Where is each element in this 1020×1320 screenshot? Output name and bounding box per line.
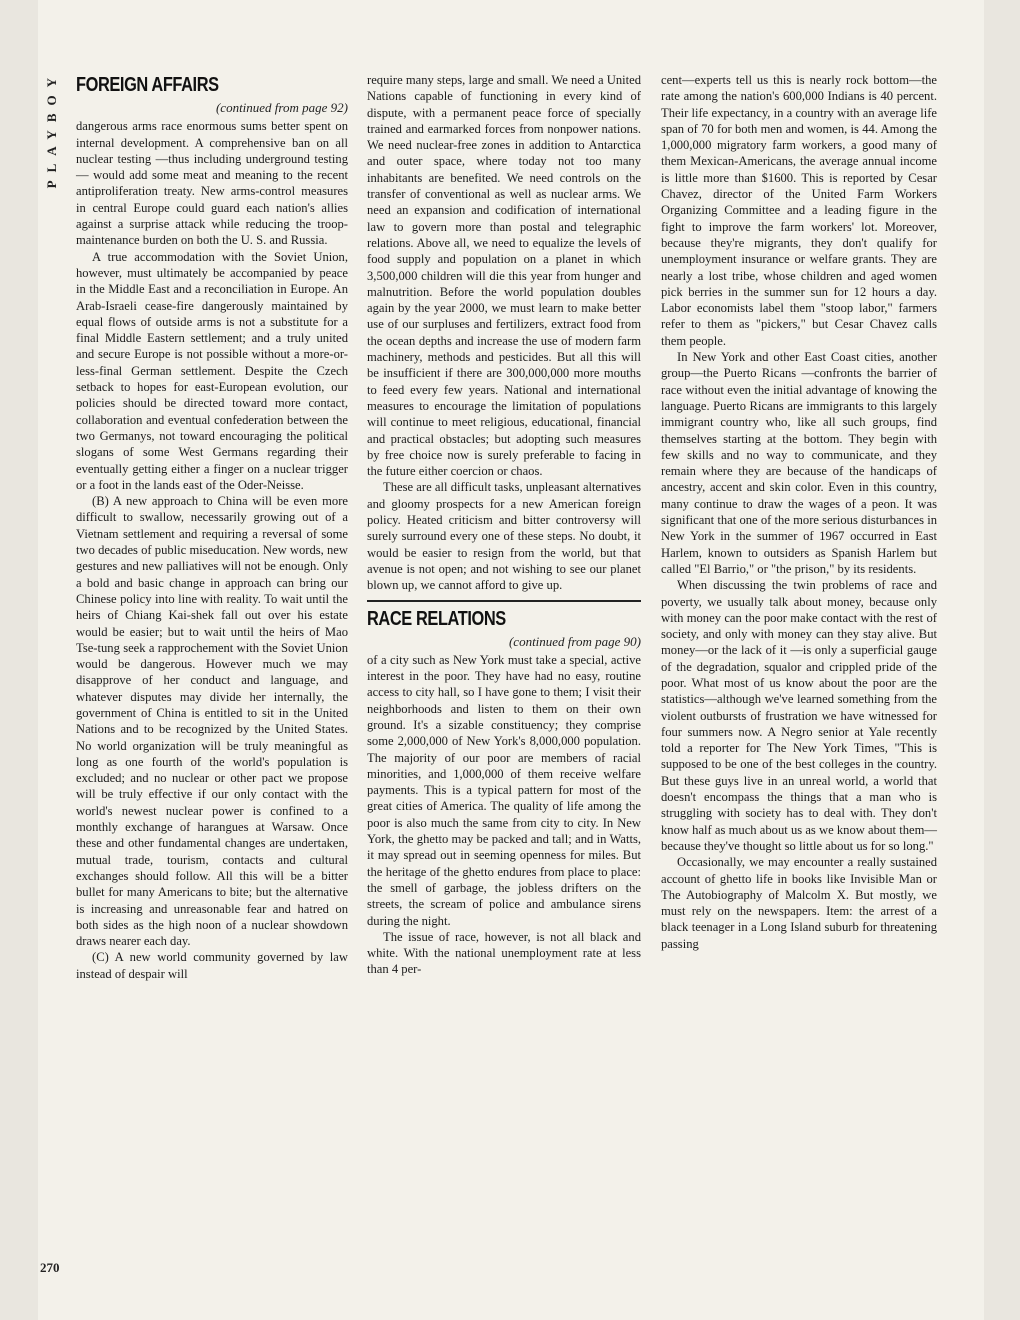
continued-note: (continued from page 90) — [508, 633, 641, 649]
paragraph: The issue of race, however, is not all black and white. With the national unemployment rate at less than 4 per- — [367, 929, 641, 977]
section-divider — [367, 600, 641, 602]
continued-note: (continued from page 92) — [215, 100, 348, 115]
magazine-side-label: PLAYBOY — [44, 70, 59, 189]
paragraph: These are all difficult tasks, unpleasant alternatives and gloomy prospects for a new American foreign policy. Heated criticism and bitter controversy will surely surround every one of these steps. No doubt, it would be easier to resign from the world, but that avenue is not open; and not wishing to see our planet blown up, we cannot afford to give up. — [367, 480, 641, 593]
column-3 — [661, 72, 937, 1287]
paragraph: Occasionally, we may encounter a really sustained account of ghetto life in books like Invisible Man or The Autobiography of Malcolm X. But mostly, we must rely on the newspapers. Item: the arrest of a black teenager in a Long Island suburb for threatening passing — [661, 855, 937, 951]
paragraph: require many steps, large and small. We need a United Nations capable of functioning in every kind of dispute, with a permanent peace force of specially trained and earmarked forces from nonpower nations. We need nuclear-free zones in addition to Antarctica and outer space, where today not too many inhabitants are benefited. We need controls on the transfer of conventional as well as nuclear arms. We need an expansion and codification of international law to govern more than postal and telegraphic relations. Above all, we need to equalize the levels of food supply and population on a planet in which 3,500,000 children will die this year from hunger and malnutrition. Before the world population doubles again by the year 2000, we must learn to make better use of our surpluses and fertilizers, extract food from the ocean depths and increase the use of modern farm machinery, methods and pesticides. But all this will be insufficient if there are 300,000,000 more mouths to feed every few years. National and international measures to encourage the limitation of populations will continue to meet religious, educational, financial and practical obstacles; but adopting such measures by free choice now is surely preferable to facing in the future either coercion or chaos. — [367, 73, 641, 479]
page-number: 270 — [40, 1260, 60, 1275]
column-1 — [76, 72, 348, 1287]
paragraph: (B) A new approach to China will be even more difficult to swallow, necessarily growing out of a Vietnam settlement and requiring a reversal of some two decades of public miseducation. New words, new gestures and new palliatives will not be enough. Only a bold and basic change in approach can bring our Chinese policy into line with reality. To wait until the heirs of Chiang Kai-shek fall out over his estate would be easier; but to wait until the heirs of Mao Tse-tung seek a rapprochement with the Soviet Union would be dangerous. However much we may disapprove of her conduct and language, and whatever disputes may divide her internally, the government of China is entitled to sit in the United Nations and to be recognized by the United States. No world organization will be truly meaningful as long as one fourth of the world's population is excluded; and no nuclear or other pact we propose will be truly effective if our only contact with the world's newest nuclear power is confined to a monthly exchange of harangues at Warsaw. Once these and other fundamental changes are undertaken, mutual trade, tourism, contacts and cultural exchanges should follow. All this will be a bitter bullet for many Americans to bite; but the alternative is increasing and unreasonable fear and hatred on both sides as the high noon of a nuclear showdown draws nearer each day. — [76, 494, 348, 949]
paragraph: A true accommodation with the Soviet Union, however, must ultimately be accompanied by peace in the Middle East and a reconciliation in Europe. An Arab-Israeli cease-fire dangerously maintained by equal flows of outside arms is not a substitute for a final Middle Eastern settlement; and a truly united and secure Europe is not possible without a more-or-less-final German settlement. Despite the Czech setback to hopes for east-European evolution, our policies should be directed toward more contact, collaboration and eventual confederation between the two Germanys, not toward encouraging the political slogans of some West Germans regarding their eventually getting either a finger on a nuclear trigger or a foot in the lands east of the Oder-Neisse. — [76, 249, 348, 492]
paragraph: (C) A new world community governed by law instead of despair will — [76, 950, 348, 981]
paragraph: cent—experts tell us this is nearly rock bottom—the rate among the nation's 600,000 Indians is 40 percent. Their life expectancy, in a country with an average life span of 70 for both men and women, is 44. Among the 1,000,000 migratory farm workers, a good many of them Mexican-Americans, the average annual income is little more than $1600. This is reported by Cesar Chavez, director of the United Farm Workers Organizing Committee and a leading figure in the fight to improve the farm workers' lot. Moreover, because they're migrants, they don't qualify for unemployment insurance or welfare grants. They are nearly a lost tribe, whose children and aged women pick berries in the summer sun for 12 hours a day. Labor economists label them "stoop labor," farmers refer to them as "pickers," but Cesar Chavez calls them people. — [661, 73, 937, 348]
section-heading-foreign-affairs: FOREIGN AFFAIRS — [76, 74, 219, 96]
paragraph: of a city such as New York must take a special, active interest in the poor. They have had no easy, routine access to city hall, so I have gone to them; I visit their neighborhoods and listen to them on their own ground. It's a sizable constituency; they comprise some 2,000,000 of New York's 8,000,000 population. The majority of our poor are members of racial minorities, and 1,000,000 of them receive welfare payments. This is a typical pattern for most of the great cities of America. The quality of life among the poor is also much the same from city to city. In New York, the ghetto may be packed and tall; and in Watts, it may spread out in seeming openness for miles. But the heritage of the ghetto endures from place to place: the smell of garbage, the jobless drifters on the streets, the scream of police and ambulance sirens during the night. — [367, 652, 641, 928]
section-heading-race-relations: RACE RELATIONS — [367, 607, 506, 630]
paragraph: When discussing the twin problems of race and poverty, we usually talk about money, because only with money can the poor make contact with the rest of society, and only with money can they stay alive. But money—or the lack of it —is only a superficial gauge of the degradation, squalor and crippled pride of the poor. What most of us know about the poor are the statistics—although we've learned something from the violent outbursts of frustration we have witnessed for four summers now. A Negro senior at Yale recently told a reporter for The New York Times, "This is supposed to be one of the best colleges in the country. But these guys live in an unreal world, a world that doesn't encompass the things that a man who is struggling with society has to deal with. They don't know half as much about us as we know about them—because they've thought so little about us for so long." — [661, 578, 937, 853]
paragraph: In New York and other East Coast cities, another group—the Puerto Ricans —confronts the barrier of race without even the initial advantage of knowing the language. Puerto Ricans are immigrants to this largely immigrant country who, like all such groups, find themselves starting at the bottom. They begin with few skills and no way to communicate, and they remain where they are because of the handicaps of ancestry, accent and skin color. Even in this country, many continue to draw the wages of a peon. It was significant that one of the more serious disturbances in New York in the summer of 1967 occurred in East Harlem, known to outsiders as Spanish Harlem but called "El Barrio," or "the prison," by its residents. — [661, 350, 937, 576]
paragraph: dangerous arms race enormous sums better spent on internal development. A comprehensive ban on all nuclear testing —thus including underground testing— would add some meat and meaning to the recent antiproliferation treaty. New arms-control measures in central Europe could guard each nation's allies against a surprise attack while reducing the troop-maintenance burden on both the U. S. and Russia. — [76, 119, 348, 248]
column-2 — [367, 72, 641, 1287]
